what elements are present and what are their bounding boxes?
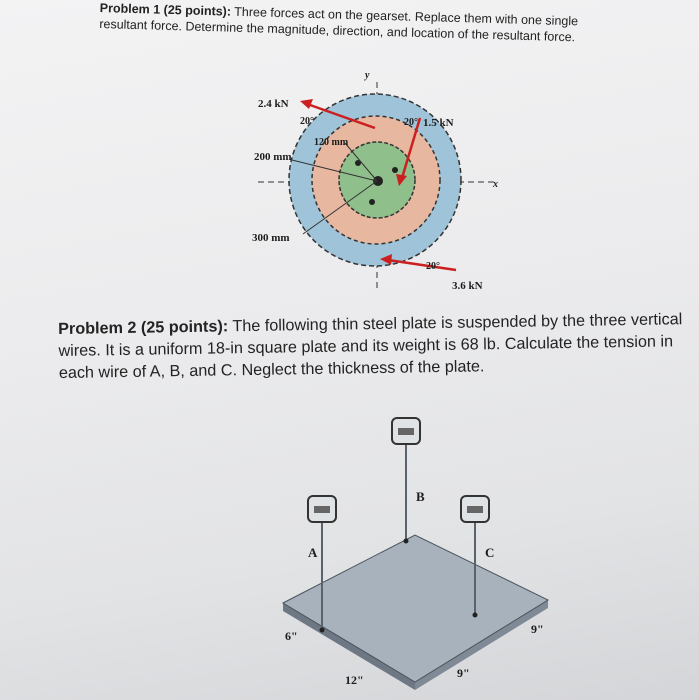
wire-c-attach (473, 613, 478, 618)
support-b-slot (398, 428, 414, 435)
dim-label-9-side: 9" (531, 622, 544, 636)
support-a-slot (314, 506, 330, 513)
wire-a-attach (320, 628, 325, 633)
angle-label-top-right: 20° (404, 117, 418, 128)
angle-label-bottom: 20° (426, 261, 440, 272)
label-a: A (308, 545, 318, 560)
problem-1-body: Three forces act on the gearset. Replace them with one single resultant force. Determine the magnitude, direction, and location of the resultant force. (99, 4, 579, 45)
label-c: C (485, 545, 495, 560)
dim-label-200: 200 mm (254, 151, 292, 163)
wire-b-attach (404, 539, 409, 544)
force-label-2-4: 2.4 kN (258, 98, 289, 110)
angle-label-top-left: 20° (300, 116, 314, 127)
label-b: B (416, 489, 425, 504)
force-label-1-5: 1.5 kN (423, 117, 454, 129)
support-c-slot (467, 506, 483, 513)
dim-label-300: 300 mm (252, 232, 290, 244)
dim-label-6: 6" (285, 629, 298, 643)
problem-2-heading: Problem 2 (25 points): (58, 317, 229, 338)
y-axis-label: y (365, 70, 370, 81)
x-axis-label: x (493, 179, 498, 190)
force-label-3-6: 3.6 kN (452, 280, 483, 292)
problem-1-heading: Problem 1 (25 points): (99, 0, 232, 19)
dim-label-12: 12" (345, 673, 364, 687)
dim-label-9-bottom: 9" (457, 666, 470, 680)
problem-2-body: The following thin steel plate is suspended by the three vertical wires. It is a uniform 18-in square plate and its weight is 68 lb. Calculate the tension in each wire of A, B, and C. Neglect the thickness of the plate. (58, 310, 683, 382)
dim-label-120: 120 mm (314, 137, 349, 148)
